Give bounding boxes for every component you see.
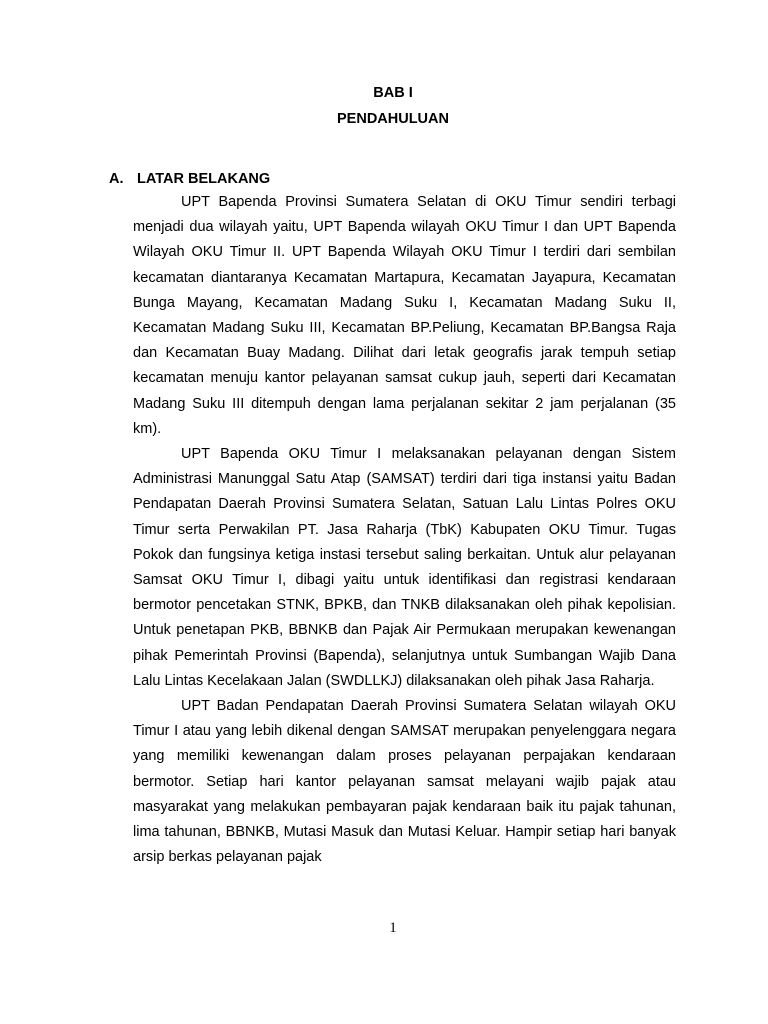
paragraph-2: UPT Bapenda OKU Timur I melaksanakan pelayanan dengan Sistem Administrasi Manunggal Satu Atap (SAMSAT) terdiri dari tiga instansi yaitu Badan Pendapatan Daerah Provinsi Sumatera Selatan, Satuan Lalu Lintas Polres OKU Timur serta Perwakilan PT. Jasa Raharja (TbK) Kabupaten OKU Timur. Tugas Pokok dan fungsinya ketiga instasi tersebut saling berkaitan. Untuk alur pelayanan Samsat OKU Timur I, dibagi yaitu untuk identifikasi dan registrasi kendaraan bermotor pencetakan STNK, BPKB, dan TNKB dilaksanakan oleh pihak kepolisian. Untuk penetapan PKB, BBNKB dan Pajak Air Permukaan merupakan kewenangan pihak Pemerintah Provinsi (Bapenda), selanjutnya untuk Sumbangan Wajib Dana Lalu Lintas Kecelakaan Jalan (SWDLLKJ) dilaksanakan oleh pihak Jasa Raharja.: [133, 446, 676, 689]
page-number: 1: [389, 920, 397, 936]
section-heading: [109, 170, 270, 188]
section-letter: A.: [109, 171, 124, 187]
section-title: LATAR BELAKANG: [137, 171, 271, 187]
chapter-title: PENDAHULUAN: [337, 111, 449, 127]
paragraph-3: UPT Badan Pendapatan Daerah Provinsi Sumatera Selatan wilayah OKU Timur I atau yang lebih dikenal dengan SAMSAT merupakan penyelenggara negara yang memiliki kewenangan dalam proses pelayanan perpajakan kendaraan bermotor. Setiap hari kantor pelayanan samsat melayani wajib pajak atau masyarakat yang melakukan pembayaran pajak kendaraan baik itu pajak tahunan, lima tahunan, BBNKB, Mutasi Masuk dan Mutasi Keluar. Hampir setiap hari banyak arsip berkas pelayanan pajak: [133, 698, 676, 866]
body-text: [133, 190, 676, 870]
chapter-number: BAB I: [373, 85, 413, 101]
paragraph-1: UPT Bapenda Provinsi Sumatera Selatan di OKU Timur sendiri terbagi menjadi dua wilayah yaitu, UPT Bapenda wilayah OKU Timur I dan UPT Bapenda Wilayah OKU Timur II. UPT Bapenda Wilayah OKU Timur I terdiri dari sembilan kecamatan diantaranya Kecamatan Martapura, Kecamatan Jayapura, Kecamatan Bunga Mayang, Kecamatan Madang Suku I, Kecamatan Madang Suku II, Kecamatan Madang Suku III, Kecamatan BP.Peliung, Kecamatan BP.Bangsa Raja dan Kecamatan Buay Madang. Dilihat dari letak geografis jarak tempuh setiap kecamatan menuju kantor pelayanan samsat cukup jauh, seperti dari Kecamatan Madang Suku III ditempuh dengan lama perjalanan sekitar 2 jam perjalanan (35 km).: [133, 194, 676, 437]
